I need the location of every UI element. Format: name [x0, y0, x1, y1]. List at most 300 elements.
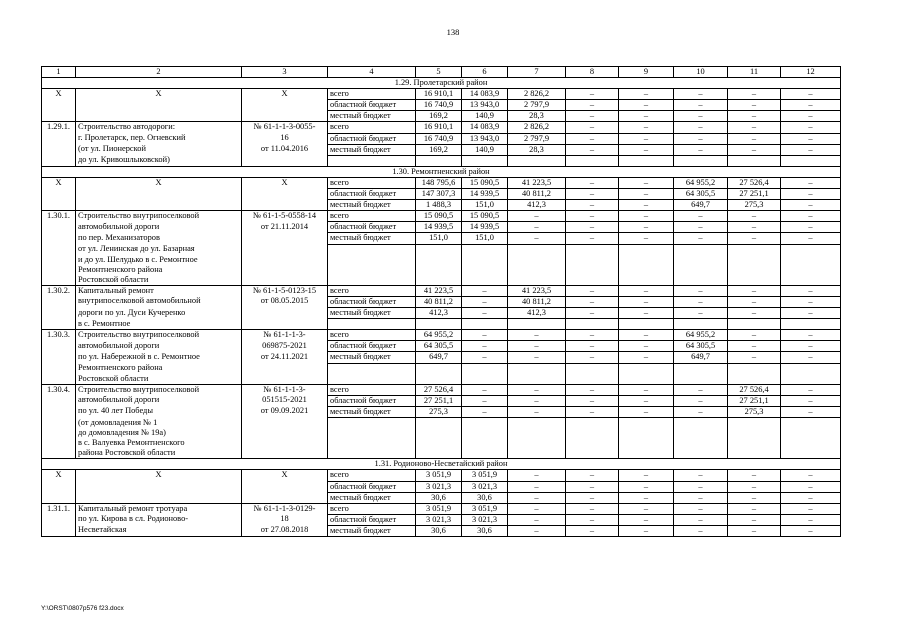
amount-cell: 2 826,2 [508, 89, 566, 100]
empty-cell [619, 428, 674, 438]
amount-cell: – [781, 481, 841, 492]
empty-cell [462, 275, 508, 286]
column-header: 2 [76, 67, 242, 78]
amount-cell: 2 797,9 [508, 133, 566, 144]
amount-cell: – [619, 481, 674, 492]
empty-cell [619, 438, 674, 448]
amount-cell: – [619, 89, 674, 100]
amount-cell: 3 051,9 [416, 470, 462, 481]
amount-cell: 30,6 [416, 525, 462, 536]
item-number [42, 308, 76, 319]
empty-cell [508, 418, 566, 429]
doc-reference: X [242, 177, 328, 188]
amount-cell: 412,3 [508, 200, 566, 211]
empty-cell [328, 275, 416, 286]
amount-cell: – [781, 89, 841, 100]
doc-reference: X [242, 470, 328, 481]
empty-cell [416, 265, 462, 275]
amount-cell: – [566, 177, 619, 188]
empty-cell [328, 155, 416, 166]
item-name: Строительство внутрипоселковой [76, 384, 242, 395]
amount-cell: – [728, 211, 781, 222]
table-row [42, 177, 841, 188]
doc-reference [242, 319, 328, 330]
amount-cell: – [566, 200, 619, 211]
amount-cell: – [728, 525, 781, 536]
item-number [42, 275, 76, 286]
amount-cell: 13 943,0 [462, 100, 508, 111]
item-number [42, 189, 76, 200]
empty-cell [508, 363, 566, 374]
table-row [42, 352, 841, 363]
amount-cell: 15 090,5 [462, 177, 508, 188]
amount-cell: 30,6 [416, 492, 462, 503]
table-row [42, 211, 841, 222]
amount-cell: 15 090,5 [416, 211, 462, 222]
amount-cell: 16 910,1 [416, 89, 462, 100]
empty-cell [328, 363, 416, 374]
empty-cell [462, 319, 508, 330]
amount-cell: 16 740,9 [416, 133, 462, 144]
amount-cell: – [674, 133, 728, 144]
amount-cell: – [674, 89, 728, 100]
amount-cell: 27 251,1 [416, 395, 462, 406]
amount-cell: 64 955,2 [674, 330, 728, 341]
amount-cell: – [566, 122, 619, 133]
empty-cell [416, 244, 462, 255]
item-number [42, 133, 76, 144]
amount-cell: 2 797,9 [508, 100, 566, 111]
amount-cell: – [566, 352, 619, 363]
amount-cell: – [728, 100, 781, 111]
amount-cell: – [508, 341, 566, 352]
amount-cell: 649,7 [674, 200, 728, 211]
amount-cell: – [781, 406, 841, 417]
amount-cell: 16 740,9 [416, 100, 462, 111]
section-title: 1.30. Ремонтненский район [42, 166, 841, 177]
item-name [76, 200, 242, 211]
item-name: Ростовской области [76, 275, 242, 286]
table-row [42, 363, 841, 374]
amount-cell: – [619, 296, 674, 307]
item-name: и до ул. Шелудько в с. Ремонтное [76, 255, 242, 265]
empty-cell [462, 374, 508, 385]
amount-cell: – [508, 492, 566, 503]
empty-cell [416, 428, 462, 438]
empty-cell [328, 448, 416, 459]
amount-cell: – [462, 352, 508, 363]
amount-cell: 3 021,3 [462, 481, 508, 492]
empty-cell [781, 265, 841, 275]
table-row [42, 200, 841, 211]
item-number: X [42, 470, 76, 481]
empty-cell [508, 374, 566, 385]
empty-cell [328, 319, 416, 330]
amount-cell: – [781, 296, 841, 307]
item-number [42, 222, 76, 233]
amount-cell: 16 910,1 [416, 122, 462, 133]
amount-cell: – [728, 111, 781, 122]
table-row [42, 133, 841, 144]
amount-cell: – [781, 144, 841, 155]
amount-cell: – [508, 233, 566, 244]
amount-cell: – [508, 514, 566, 525]
budget-source: всего [328, 503, 416, 514]
amount-cell: 27 526,4 [416, 384, 462, 395]
item-name: в с. Ремонтное [76, 319, 242, 330]
budget-source: всего [328, 384, 416, 395]
empty-cell [619, 363, 674, 374]
amount-cell: 140,9 [462, 144, 508, 155]
amount-cell: – [462, 406, 508, 417]
amount-cell: – [566, 514, 619, 525]
amount-cell: 3 021,3 [416, 481, 462, 492]
amount-cell: – [566, 395, 619, 406]
amount-cell: 64 955,2 [416, 330, 462, 341]
amount-cell: – [728, 233, 781, 244]
table-row [42, 222, 841, 233]
empty-cell [728, 155, 781, 166]
empty-cell [508, 319, 566, 330]
amount-cell: – [462, 308, 508, 319]
table-row [42, 395, 841, 406]
amount-cell: – [781, 492, 841, 503]
amount-cell: 151,0 [462, 233, 508, 244]
empty-cell [462, 438, 508, 448]
amount-cell: – [619, 285, 674, 296]
amount-cell: – [566, 341, 619, 352]
table-row [42, 308, 841, 319]
item-name: до домовладения № 19а) [76, 428, 242, 438]
item-name: внутрипоселковой автомобильной [76, 296, 242, 307]
empty-cell [674, 448, 728, 459]
budget-source: местный бюджет [328, 492, 416, 503]
empty-cell [781, 428, 841, 438]
amount-cell: – [462, 330, 508, 341]
doc-reference [242, 374, 328, 385]
empty-cell [728, 265, 781, 275]
amount-cell: – [566, 189, 619, 200]
amount-cell: – [619, 384, 674, 395]
empty-cell [416, 374, 462, 385]
item-number [42, 255, 76, 265]
empty-cell [416, 255, 462, 265]
amount-cell: – [674, 384, 728, 395]
item-name: от ул. Ленинская до ул. Базарная [76, 244, 242, 255]
item-number [42, 144, 76, 155]
doc-reference [242, 155, 328, 166]
amount-cell: – [781, 470, 841, 481]
amount-cell: – [728, 492, 781, 503]
item-name: в с. Валуевка Ремонтненского [76, 438, 242, 448]
empty-cell [674, 319, 728, 330]
table-row [42, 275, 841, 286]
table-row [42, 470, 841, 481]
amount-cell: 27 251,1 [728, 189, 781, 200]
item-name: Капитальный ремонт тротуара [76, 503, 242, 514]
table-row [42, 481, 841, 492]
amount-cell: – [566, 211, 619, 222]
budget-source: всего [328, 177, 416, 188]
amount-cell: – [674, 296, 728, 307]
amount-cell: – [674, 122, 728, 133]
amount-cell: 148 795,6 [416, 177, 462, 188]
empty-cell [508, 265, 566, 275]
amount-cell: 3 051,9 [416, 503, 462, 514]
amount-cell: 140,9 [462, 111, 508, 122]
item-number: X [42, 177, 76, 188]
amount-cell: – [619, 514, 674, 525]
amount-cell: 412,3 [416, 308, 462, 319]
budget-source: местный бюджет [328, 200, 416, 211]
amount-cell: – [781, 111, 841, 122]
empty-cell [328, 265, 416, 275]
doc-reference [242, 363, 328, 374]
item-number [42, 363, 76, 374]
column-header: 11 [728, 67, 781, 78]
column-header: 4 [328, 67, 416, 78]
amount-cell: – [566, 330, 619, 341]
empty-cell [728, 363, 781, 374]
empty-cell [674, 374, 728, 385]
amount-cell: 64 955,2 [674, 177, 728, 188]
amount-cell: – [566, 481, 619, 492]
amount-cell: – [619, 341, 674, 352]
item-name: Капитальный ремонт [76, 285, 242, 296]
amount-cell: – [619, 406, 674, 417]
item-number: 1.31.1. [42, 503, 76, 514]
empty-cell [728, 448, 781, 459]
empty-cell [328, 428, 416, 438]
amount-cell: – [674, 308, 728, 319]
amount-cell: 41 223,5 [416, 285, 462, 296]
table-row [42, 418, 841, 429]
amount-cell: 40 811,2 [508, 296, 566, 307]
budget-source: всего [328, 122, 416, 133]
amount-cell: – [674, 481, 728, 492]
empty-cell [728, 319, 781, 330]
item-number: 1.30.3. [42, 330, 76, 341]
amount-cell: – [728, 308, 781, 319]
amount-cell: 27 526,4 [728, 177, 781, 188]
doc-reference: от 08.05.2015 [242, 296, 328, 307]
item-number: X [42, 89, 76, 100]
empty-cell [619, 448, 674, 459]
empty-cell [728, 374, 781, 385]
budget-source: всего [328, 285, 416, 296]
table-row [42, 89, 841, 100]
empty-cell [416, 438, 462, 448]
column-header: 8 [566, 67, 619, 78]
budget-source: всего [328, 470, 416, 481]
table-row [42, 406, 841, 417]
empty-cell [566, 438, 619, 448]
empty-cell [619, 418, 674, 429]
item-number [42, 448, 76, 459]
item-number [42, 525, 76, 536]
amount-cell: – [728, 122, 781, 133]
amount-cell: 41 223,5 [508, 177, 566, 188]
empty-cell [728, 438, 781, 448]
empty-cell [462, 255, 508, 265]
doc-reference [242, 308, 328, 319]
empty-cell [728, 275, 781, 286]
amount-cell: 14 939,5 [416, 222, 462, 233]
amount-cell: – [508, 503, 566, 514]
empty-cell [328, 438, 416, 448]
table-row [42, 265, 841, 275]
empty-cell [619, 265, 674, 275]
empty-cell [674, 275, 728, 286]
amount-cell: 275,3 [728, 406, 781, 417]
amount-cell: – [566, 285, 619, 296]
amount-cell: – [619, 189, 674, 200]
item-number [42, 374, 76, 385]
item-number [42, 341, 76, 352]
empty-cell [781, 319, 841, 330]
item-number [42, 395, 76, 406]
section-row [42, 166, 841, 177]
table-row [42, 144, 841, 155]
budget-source: всего [328, 330, 416, 341]
doc-reference [242, 233, 328, 244]
amount-cell: – [619, 177, 674, 188]
empty-cell [728, 428, 781, 438]
amount-cell: – [674, 492, 728, 503]
table-row [42, 244, 841, 255]
empty-cell [328, 244, 416, 255]
amount-cell: 28,3 [508, 144, 566, 155]
item-number: 1.30.2. [42, 285, 76, 296]
amount-cell: – [508, 211, 566, 222]
item-number [42, 428, 76, 438]
amount-cell: – [462, 285, 508, 296]
amount-cell: – [781, 285, 841, 296]
item-name [76, 481, 242, 492]
amount-cell: – [674, 503, 728, 514]
amount-cell: 2 826,2 [508, 122, 566, 133]
doc-reference: № 61-1-1-3- [242, 330, 328, 341]
empty-cell [566, 363, 619, 374]
amount-cell: – [508, 384, 566, 395]
amount-cell: – [728, 89, 781, 100]
amount-cell: – [781, 122, 841, 133]
empty-cell [508, 275, 566, 286]
table-row [42, 255, 841, 265]
doc-reference [242, 438, 328, 448]
doc-reference [242, 111, 328, 122]
empty-cell [566, 244, 619, 255]
amount-cell: 275,3 [728, 200, 781, 211]
amount-cell: – [781, 200, 841, 211]
empty-cell [619, 244, 674, 255]
doc-reference: 069875-2021 [242, 341, 328, 352]
table-row [42, 233, 841, 244]
column-header: 12 [781, 67, 841, 78]
item-name: до ул. Кривошлыковской) [76, 155, 242, 166]
doc-reference [242, 189, 328, 200]
table-row [42, 122, 841, 133]
empty-cell [566, 255, 619, 265]
amount-cell: – [781, 308, 841, 319]
empty-cell [728, 255, 781, 265]
empty-cell [566, 319, 619, 330]
empty-cell [416, 363, 462, 374]
amount-cell: – [619, 503, 674, 514]
empty-cell [416, 448, 462, 459]
empty-cell [566, 275, 619, 286]
doc-reference: 16 [242, 133, 328, 144]
amount-cell: 64 305,5 [674, 189, 728, 200]
empty-cell [674, 428, 728, 438]
empty-cell [781, 363, 841, 374]
item-number [42, 111, 76, 122]
column-header: 3 [242, 67, 328, 78]
amount-cell: – [462, 395, 508, 406]
amount-cell: – [674, 211, 728, 222]
amount-cell: – [508, 406, 566, 417]
amount-cell: – [781, 341, 841, 352]
amount-cell: 14 939,5 [462, 222, 508, 233]
empty-cell [508, 244, 566, 255]
amount-cell: – [566, 406, 619, 417]
table-row [42, 330, 841, 341]
amount-cell: 40 811,2 [416, 296, 462, 307]
empty-cell [416, 155, 462, 166]
amount-cell: – [728, 144, 781, 155]
amount-cell: – [566, 308, 619, 319]
empty-cell [781, 255, 841, 265]
budget-source: областной бюджет [328, 341, 416, 352]
budget-source: местный бюджет [328, 308, 416, 319]
doc-reference [242, 428, 328, 438]
doc-reference: 051515-2021 [242, 395, 328, 406]
amount-cell: 14 083,9 [462, 89, 508, 100]
empty-cell [462, 363, 508, 374]
item-number: 1.29.1. [42, 122, 76, 133]
amount-cell: – [508, 352, 566, 363]
amount-cell: – [781, 330, 841, 341]
item-name: Строительство автодороги: [76, 122, 242, 133]
amount-cell: – [619, 395, 674, 406]
empty-cell [674, 265, 728, 275]
amount-cell: – [728, 470, 781, 481]
item-number [42, 481, 76, 492]
doc-reference [242, 265, 328, 275]
amount-cell: – [508, 330, 566, 341]
doc-reference [242, 255, 328, 265]
empty-cell [566, 448, 619, 459]
item-name: Несветайская [76, 525, 242, 536]
column-header: 9 [619, 67, 674, 78]
amount-cell: 3 021,3 [462, 514, 508, 525]
item-name: (от ул. Пионерской [76, 144, 242, 155]
empty-cell [508, 438, 566, 448]
amount-cell: – [619, 233, 674, 244]
amount-cell: – [508, 481, 566, 492]
amount-cell: – [728, 133, 781, 144]
empty-cell [619, 255, 674, 265]
amount-cell: – [781, 222, 841, 233]
amount-cell: – [619, 470, 674, 481]
amount-cell: – [728, 352, 781, 363]
budget-source: областной бюджет [328, 481, 416, 492]
budget-source: местный бюджет [328, 352, 416, 363]
amount-cell: – [781, 352, 841, 363]
item-number [42, 418, 76, 429]
empty-cell [619, 275, 674, 286]
amount-cell: – [781, 514, 841, 525]
